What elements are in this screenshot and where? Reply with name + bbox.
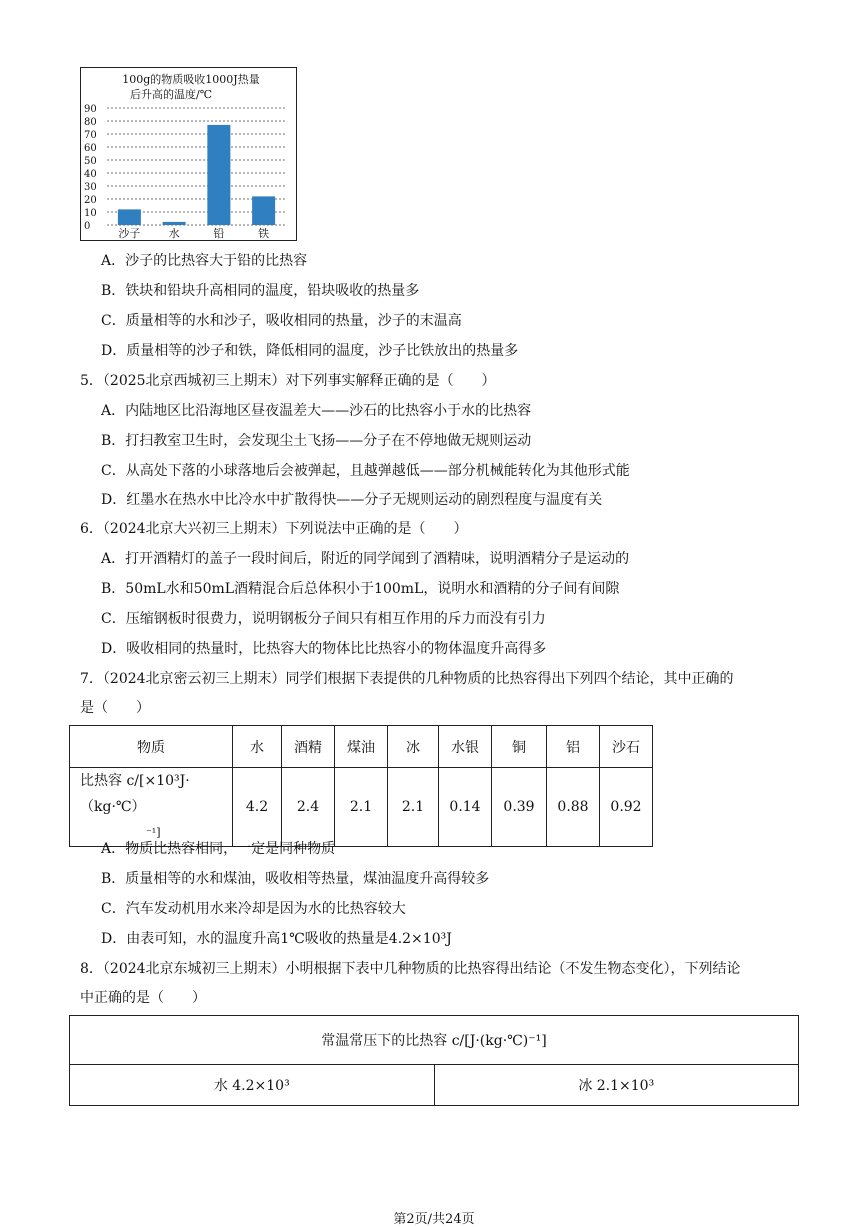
- x-tick-label: 水: [168, 227, 180, 240]
- table-value-row: [70, 768, 653, 847]
- q6-option-d: D．吸收相同的热量时，比热容大的物体比比热容小的物体温度升高得多: [101, 641, 547, 657]
- header-cell: 冰: [388, 726, 439, 768]
- table-title-cell: 常温常压下的比热容 c/[J·(kg·℃)⁻¹]: [70, 1016, 799, 1065]
- q5-option-c: C．从高处下落的小球落地后会被弹起，且越弹越低——部分机械能转化为其他形式能: [101, 463, 630, 479]
- q7-stem-line2: 是（ ）: [80, 700, 150, 716]
- header-cell: 酒精: [282, 726, 335, 768]
- x-tick-label: 沙子: [118, 227, 141, 240]
- bar: [118, 209, 141, 225]
- page-footer: 第2页/共24页: [393, 1212, 475, 1227]
- q4-option-c: C．质量相等的水和沙子，吸收相同的热量，沙子的末温高: [101, 313, 462, 329]
- header-cell: 煤油: [335, 726, 388, 768]
- value-cell: 0.88: [547, 768, 600, 847]
- value-cell: 0.14: [439, 768, 492, 847]
- q8-stem-line1: 8．（2024北京东城初三上期末）小明根据下表中几种物质的比热容得出结论（不发生物态变化），下列结论: [80, 961, 741, 977]
- x-tick-label: 铅: [213, 227, 225, 240]
- value-cell: 2.1: [335, 768, 388, 847]
- q4-option-b: B．铁块和铅块升高相同的温度，铅块吸收的热量多: [101, 283, 420, 299]
- table-value-row: [70, 1065, 799, 1106]
- y-tick-label: 50: [84, 156, 97, 167]
- y-tick-label: 70: [84, 130, 97, 141]
- q6-stem: 6．（2024北京大兴初三上期末）下列说法中正确的是（ ）: [80, 521, 468, 537]
- q7-stem-line1: 7．（2024北京密云初三上期末）同学们根据下表提供的几种物质的比热容得出下列四个结论，其中正确的: [80, 671, 734, 687]
- header-cell: 铜: [492, 726, 547, 768]
- header-cell: 沙石: [600, 726, 653, 768]
- chart-title-line2: 后升高的温度/℃: [129, 88, 213, 101]
- x-tick-label: 铁: [258, 227, 270, 240]
- value-cell: 2.1: [388, 768, 439, 847]
- q4-option-a: A．沙子的比热容大于铅的比热容: [101, 253, 308, 269]
- q7-option-c: C．汽车发动机用水来冷却是因为水的比热容较大: [101, 901, 406, 917]
- row-label-cell: [70, 768, 233, 847]
- value-cell: 0.39: [492, 768, 547, 847]
- bar: [207, 125, 230, 225]
- y-tick-label: 0: [84, 221, 91, 232]
- q7-option-b: B．质量相等的水和煤油，吸收相等热量，煤油温度升高得较多: [101, 871, 490, 887]
- q6-option-b: B．50mL水和50mL酒精混合后总体积小于100mL，说明水和酒精的分子间有间隙: [101, 581, 620, 597]
- q4-option-d: D．质量相等的沙子和铁，降低相同的温度，沙子比铁放出的热量多: [101, 343, 519, 359]
- q6-option-c: C．压缩钢板时很费力，说明钢板分子间只有相互作用的斥力而没有引力: [101, 611, 546, 627]
- q5-stem: 5．（2025北京西城初三上期末）对下列事实解释正确的是（ ）: [80, 373, 496, 389]
- bar-chart-svg: [81, 68, 296, 240]
- value-cell: 0.92: [600, 768, 653, 847]
- table-header-row: [70, 726, 653, 768]
- header-cell-substance: 物质: [70, 726, 233, 768]
- q7-option-a: A．物质比热容相同，一定是同种物质: [101, 841, 336, 857]
- water-cell: 水 4.2×10³: [70, 1065, 435, 1106]
- row-label-line1: 比热容 c/[×10³J·（kg·℃）: [80, 773, 190, 815]
- y-tick-label: 90: [84, 104, 97, 115]
- ice-cell: 冰 2.1×10³: [434, 1065, 799, 1106]
- header-cell: 水: [233, 726, 282, 768]
- row-label-line2: ⁻¹]: [146, 826, 161, 839]
- specific-heat-table: [69, 725, 653, 847]
- bar: [163, 222, 186, 225]
- table-title-row: [70, 1016, 799, 1065]
- value-cell: 2.4: [282, 768, 335, 847]
- q8-stem-line2: 中正确的是（ ）: [80, 990, 206, 1006]
- y-tick-label: 60: [84, 143, 97, 154]
- q7-option-d: D．由表可知，水的温度升高1℃吸收的热量是4.2×10³J: [101, 931, 452, 947]
- header-cell: 水银: [439, 726, 492, 768]
- bar-chart: [80, 67, 297, 241]
- q5-option-a: A．内陆地区比沿海地区昼夜温差大——沙石的比热容小于水的比热容: [101, 403, 532, 419]
- q5-option-b: B．打扫教室卫生时，会发现尘土飞扬——分子在不停地做无规则运动: [101, 433, 532, 449]
- y-tick-label: 30: [84, 182, 97, 193]
- value-cell: 4.2: [233, 768, 282, 847]
- chart-title-line1: 100g的物质吸收1000J热量: [122, 73, 260, 86]
- q5-option-d: D．红墨水在热水中比冷水中扩散得快——分子无规则运动的剧烈程度与温度有关: [101, 492, 603, 508]
- y-tick-label: 80: [84, 117, 97, 128]
- y-tick-label: 40: [84, 169, 97, 180]
- y-tick-label: 10: [84, 208, 97, 219]
- header-cell: 铝: [547, 726, 600, 768]
- q6-option-a: A．打开酒精灯的盖子一段时间后，附近的同学闻到了酒精味，说明酒精分子是运动的: [101, 551, 630, 567]
- bar: [252, 196, 275, 225]
- y-tick-label: 20: [84, 195, 97, 206]
- specific-heat-table-q8: [69, 1015, 799, 1106]
